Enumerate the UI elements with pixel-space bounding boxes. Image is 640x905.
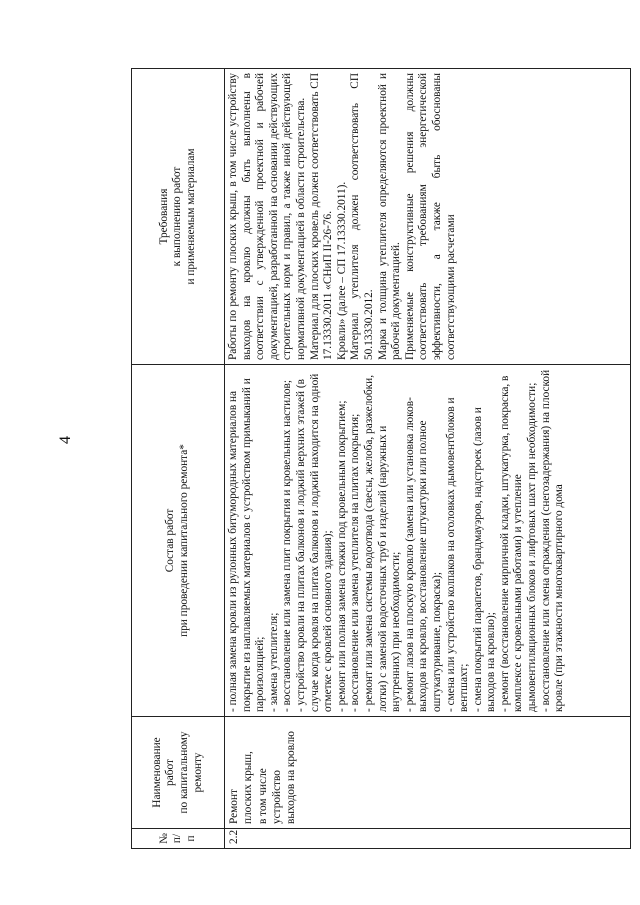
composition-item: - полная замена кровли из рулонных битумородных материалов на покрытие из наплавляемых материалов с устройством примыканий и пароизоляцией; (227, 378, 267, 712)
row-name-line: Ремонт (228, 789, 240, 824)
header-composition-line: при проведении капитального ремонта* (178, 444, 190, 637)
header-requirements-line: и применяемым материалам (184, 148, 197, 285)
row-name-line: устройство (270, 770, 283, 824)
requirements-paragraph: Марка и толщина утеплителя определяются проектной и рабочей документацией. (376, 73, 403, 360)
composition-item: - восстановление или замена утеплителя на плитах покрытия; (349, 413, 362, 712)
page-number: 4 (57, 436, 74, 444)
composition-item: - смена или устройство колпаков на оголовках дымовентблоков и вентшахт; (444, 397, 471, 712)
header-requirements-line: Требования (157, 188, 170, 245)
composition-item: - ремонт (восстановление кирпичной кладки, штукатурка, покраска, в комплексе с кровельными работами) и утепление дымовентиляционных блоков и лифтовых шахт при необходимости; (498, 375, 539, 712)
works-table (131, 68, 631, 849)
header-name-line: работ (164, 759, 177, 786)
header-num-line: № (157, 833, 170, 844)
header-requirements (132, 69, 225, 365)
row-num: 2.2 (225, 829, 631, 849)
composition-item: - ремонт лазов на плоскую кровлю (замена или установка люков-выходов на кровлю, восстановление штукатурки или полное оштукатуривание, покраска); (403, 397, 443, 712)
composition-item: - ремонт или замена системы водоотвода (свесы, желоба, разжелобки, лотки) с заменой водосточных труб и изделий (наружных и внутренних) при необходимости; (362, 374, 403, 712)
row-name-line: в том числе (256, 768, 269, 824)
row-composition (225, 365, 631, 717)
composition-item: - восстановление или смена ограждения (снегозадержания) на плоской кровле (при этажности многоквартирного дома (539, 369, 566, 712)
requirements-paragraph: Работы по ремонту плоских крыш, в том числе устройству выходов на кровлю должны быть выполнены в соответствии с утвержденной проектной и рабочей документацией, разработанной на основании действующих строительных норм и правил, а также иной действующей нормативной документацией в области строительства. (227, 73, 307, 360)
row-requirements (225, 69, 631, 365)
requirements-paragraph: Применяемые конструктивные решения должны соответствовать требованиям энергетической эффективности, а также быть обоснованы соответствующими расчетами (403, 73, 457, 360)
requirements-paragraph: Материал утеплителя должен соответствовать СП 50.13330.2012. (349, 73, 375, 360)
header-requirements-line: к выполнению работ (171, 166, 184, 267)
table-header-row (132, 69, 225, 849)
row-name-line: плоских крыш, (242, 751, 255, 824)
header-name-line: ремонту (191, 752, 204, 793)
composition-item: - замена утеплителя; (267, 612, 280, 712)
header-num (132, 829, 225, 849)
composition-item: - ремонт или полная замена стяжки под кровельным покрытием; (335, 400, 348, 712)
header-composition (132, 365, 225, 717)
composition-item: - устройство кровли на плитах балконов и лоджий верхних этажей (в случае когда кровля на плитах балконов и лоджий находится на одной отметке с кровлей основного здания); (294, 373, 335, 712)
header-name-line: по капитальному (178, 731, 190, 814)
requirements-paragraph: Материал для плоских кровель должен соответствовать СП 17.13330.2011 «СНиП II-26-76. (308, 73, 335, 360)
row-name (225, 717, 631, 829)
table-row (225, 69, 631, 849)
header-name (132, 717, 225, 829)
row-name-line: выходов на кровлю (285, 731, 298, 824)
header-num-line: п/п (171, 833, 197, 844)
composition-item: - восстановление или замена плит покрытия и кровельных настилов; (281, 380, 294, 712)
requirements-paragraph: Кровли» (далее – СП 17.13330.2011). (335, 181, 348, 360)
header-composition-line: Состав работ (164, 508, 177, 573)
rotated-page (131, 69, 631, 849)
header-name-line: Наименование (150, 737, 163, 808)
composition-item: - смена покрытий парапетов, брандмауэров, надстроек (лазов и выходов на кровлю); (471, 407, 498, 712)
